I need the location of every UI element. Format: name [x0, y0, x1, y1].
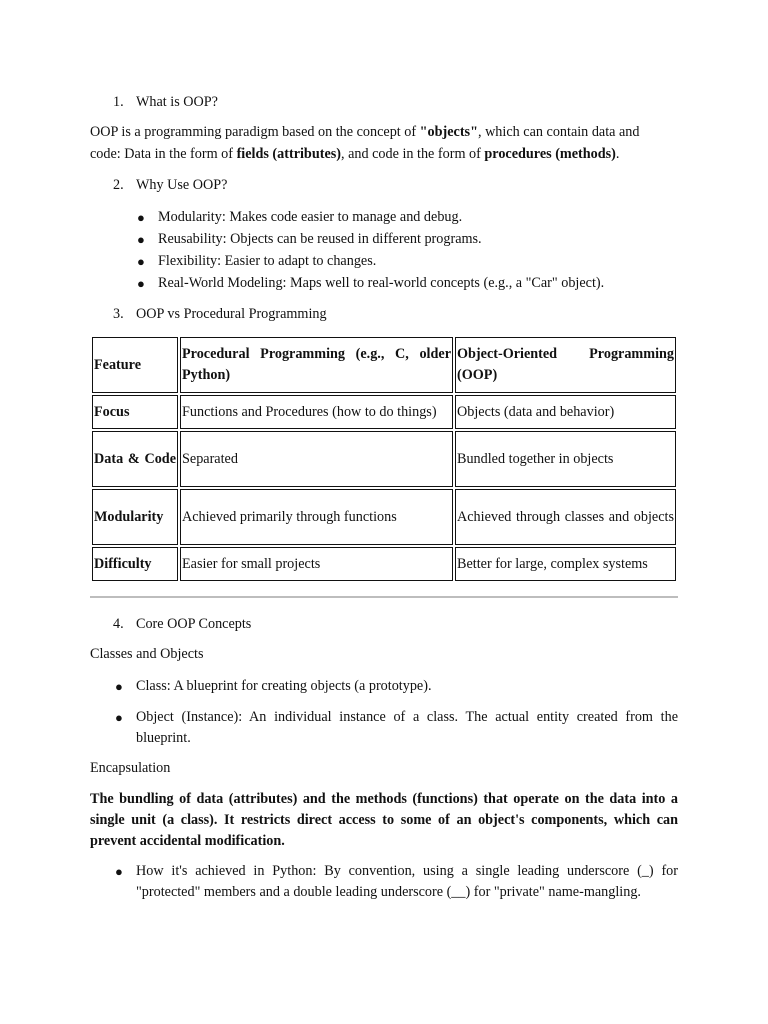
section-4-number: 4. [113, 616, 124, 632]
table-cell: Objects (data and behavior) [455, 395, 676, 429]
intro-paragraph-line-1 [90, 122, 678, 143]
python-bullet-item: How it's achieved in Python: By convention, using a single leading underscore (_) for "protected" members and a double leading underscore (__) for "private" name-mangling. [136, 863, 678, 900]
intro-bold-objects: "objects" [419, 124, 478, 140]
section-2-title: Why Use OOP? [136, 177, 228, 193]
table-row-label: Data & Code [92, 431, 178, 487]
bullet-icon: ● [137, 276, 145, 291]
intro-bold-procedures: procedures (methods) [484, 146, 616, 162]
benefit-item: Reusability: Objects can be reused in different programs. [158, 231, 482, 247]
class-bullet-item: Class: A blueprint for creating objects (a prototype). [136, 678, 432, 694]
bullet-icon: ● [115, 710, 123, 725]
intro-text: . [615, 146, 620, 162]
intro-paragraph-line-2 [90, 144, 678, 165]
horizontal-divider [90, 596, 678, 598]
section-1-title: What is OOP? [136, 94, 218, 110]
bullet-icon: ● [115, 864, 123, 879]
table-row-label: Focus [92, 395, 178, 429]
intro-text: , which can contain data and [477, 124, 640, 140]
section-4-title: Core OOP Concepts [136, 616, 252, 632]
table-row-label: Difficulty [92, 547, 178, 581]
table-cell: Functions and Procedures (how to do things) [180, 395, 453, 429]
intro-bold-fields: fields (attributes) [236, 146, 341, 162]
table-header-cell: Object-Oriented Programming (OOP) [455, 337, 676, 393]
encapsulation-definition: The bundling of data (attributes) and the methods (functions) that operate on the data into a single unit (a class). It restricts direct access to some of an object's components, which can prevent accidental modification. [90, 791, 678, 849]
section-3-title: OOP vs Procedural Programming [136, 306, 327, 322]
benefit-item: Modularity: Makes code easier to manage and debug. [158, 209, 463, 225]
section-3-number: 3. [113, 306, 124, 322]
bullet-icon: ● [137, 232, 145, 247]
table-header-cell: Feature [92, 337, 178, 393]
table-row-label: Modularity [92, 489, 178, 545]
table-cell: Achieved through classes and objects [455, 489, 676, 545]
bullet-icon: ● [115, 679, 123, 694]
section-2-number: 2. [113, 177, 124, 193]
table-cell: Bundled together in objects [455, 431, 676, 487]
classes-heading: Classes and Objects [90, 646, 204, 662]
table-cell: Separated [180, 431, 453, 487]
benefit-item: Flexibility: Easier to adapt to changes. [158, 253, 377, 269]
intro-text: code: Data in the form of [90, 146, 237, 162]
section-1-number: 1. [113, 94, 124, 110]
table-cell: Better for large, complex systems [455, 547, 676, 581]
table-cell: Achieved primarily through functions [180, 489, 453, 545]
object-bullet-item: Object (Instance): An individual instance of a class. The actual entity created from the blueprint. [136, 709, 678, 746]
table-header-cell: Procedural Programming (e.g., C, older Python) [180, 337, 453, 393]
bullet-icon: ● [137, 254, 145, 269]
table-cell: Easier for small projects [180, 547, 453, 581]
encapsulation-heading: Encapsulation [90, 760, 171, 776]
intro-text: , and code in the form of [340, 146, 485, 162]
bullet-icon: ● [137, 210, 145, 225]
intro-text: OOP is a programming paradigm based on the concept of [90, 124, 420, 140]
benefit-item: Real-World Modeling: Maps well to real-world concepts (e.g., a "Car" object). [158, 275, 605, 291]
